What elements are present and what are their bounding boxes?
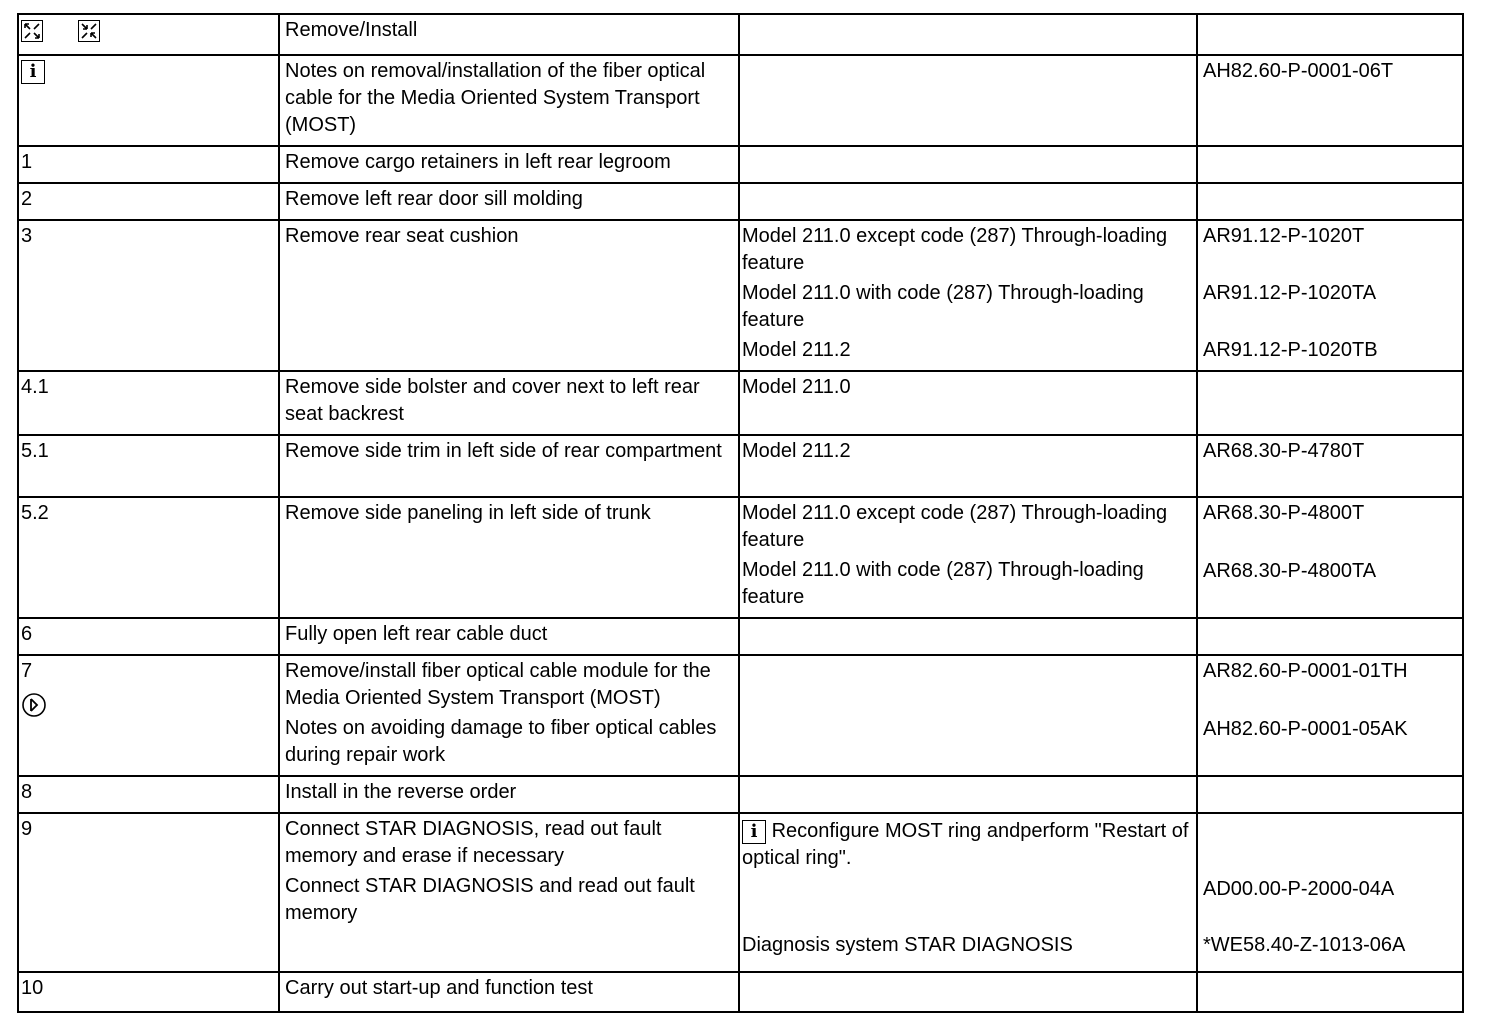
cell-text: Fully open left rear cable duct: [285, 623, 548, 645]
table-row: [18, 55, 1463, 146]
table-cell: [739, 371, 1197, 435]
table-cell: [279, 14, 739, 55]
expand-icon[interactable]: [21, 20, 43, 42]
table-cell: [739, 146, 1197, 183]
model-condition: Model 211.0 with code (287) Through-loading feature: [742, 559, 1144, 608]
step-number: 10: [18, 972, 279, 1012]
step-number: 3: [18, 220, 279, 371]
table-row: [18, 371, 1463, 435]
table-cell: [739, 183, 1197, 220]
table-cell: [18, 14, 279, 55]
cell-text: Remove/Install: [285, 19, 418, 41]
step-number: 5.2: [18, 497, 279, 618]
table-cell: [1197, 371, 1463, 435]
model-condition: Model 211.0 with code (287) Through-loading feature: [742, 282, 1144, 331]
step-number: 2: [18, 183, 279, 220]
table-cell: [739, 655, 1197, 776]
document-reference[interactable]: AR91.12-P-1020TA: [1203, 282, 1377, 304]
cell-text: Remove side paneling in left side of trunk: [285, 502, 651, 524]
document-reference[interactable]: AH82.60-P-0001-05AK: [1203, 718, 1408, 740]
cell-text: Notes on removal/installation of the fiber optical cable for the Media Oriented System Transport (MOST): [285, 60, 706, 136]
procedure-table: [17, 13, 1464, 1013]
cell-text: Install in the reverse order: [285, 781, 517, 803]
model-condition: Model 211.0 except code (287) Through-loading feature: [742, 225, 1168, 274]
table-cell: [1197, 776, 1463, 813]
table-cell: [18, 655, 279, 776]
note-icon[interactable]: [21, 692, 47, 718]
table-cell: [279, 497, 739, 618]
table-row: [18, 220, 1463, 371]
table-cell: [739, 813, 1197, 972]
document-reference[interactable]: *WE58.40-Z-1013-06A: [1203, 934, 1406, 956]
cell-text: Remove left rear door sill molding: [285, 188, 583, 210]
cell-text: Connect STAR DIAGNOSIS, read out fault memory and erase if necessary: [285, 818, 662, 867]
table-cell: [1197, 55, 1463, 146]
step-number: 9: [18, 813, 279, 972]
document-reference[interactable]: AR68.30-P-4800TA: [1203, 560, 1377, 582]
document-reference[interactable]: AR68.30-P-4780T: [1203, 440, 1365, 462]
table-cell: [1197, 972, 1463, 1012]
table-cell: [279, 220, 739, 371]
table-cell: [1197, 14, 1463, 55]
table-row: [18, 813, 1463, 972]
step-number: 7: [21, 660, 33, 682]
cell-text: Remove side trim in left side of rear compartment: [285, 440, 722, 462]
table-cell: [279, 618, 739, 655]
table-cell: [279, 55, 739, 146]
table-cell: [279, 183, 739, 220]
document-reference[interactable]: AH82.60-P-0001-06T: [1203, 60, 1394, 82]
document-reference[interactable]: AR91.12-P-1020TB: [1203, 339, 1378, 361]
info-icon[interactable]: i: [742, 820, 766, 844]
table-cell: [279, 776, 739, 813]
cell-text: Connect STAR DIAGNOSIS and read out fault memory: [285, 875, 695, 924]
table-cell: [279, 972, 739, 1012]
table-row: [18, 14, 1463, 55]
table-row: [18, 655, 1463, 776]
model-condition: Diagnosis system STAR DIAGNOSIS: [742, 934, 1073, 956]
document-reference[interactable]: AD00.00-P-2000-04A: [1203, 878, 1395, 900]
collapse-icon[interactable]: [78, 20, 100, 42]
table-cell: [18, 55, 279, 146]
document-reference[interactable]: AR82.60-P-0001-01TH: [1203, 660, 1408, 682]
model-condition: Model 211.0: [742, 376, 851, 398]
table-cell: [1197, 220, 1463, 371]
table-cell: [739, 618, 1197, 655]
step-number: 4.1: [18, 371, 279, 435]
table-cell: [279, 813, 739, 972]
note-text: Reconfigure MOST ring andperform "Restart of optical ring".: [742, 820, 1189, 869]
table-row: [18, 972, 1463, 1012]
step-number: 8: [18, 776, 279, 813]
cell-text: Notes on avoiding damage to fiber optical cables during repair work: [285, 717, 717, 766]
table-row: [18, 183, 1463, 220]
cell-text: Remove side bolster and cover next to left rear seat backrest: [285, 376, 700, 425]
info-icon[interactable]: i: [21, 60, 45, 84]
table-row: [18, 497, 1463, 618]
step-number: 5.1: [18, 435, 279, 497]
model-condition: Model 211.2: [742, 339, 851, 361]
table-cell: [1197, 435, 1463, 497]
table-row: [18, 435, 1463, 497]
table-row: [18, 618, 1463, 655]
table-row: [18, 146, 1463, 183]
table-cell: [1197, 813, 1463, 972]
table-cell: [1197, 655, 1463, 776]
table-cell: [1197, 183, 1463, 220]
table-cell: [739, 497, 1197, 618]
table-cell: [279, 655, 739, 776]
table-cell: [739, 776, 1197, 813]
table-cell: [739, 972, 1197, 1012]
table-cell: [279, 435, 739, 497]
step-number: 1: [18, 146, 279, 183]
table-row: [18, 776, 1463, 813]
table-cell: [739, 14, 1197, 55]
cell-text: Remove/install fiber optical cable module for the Media Oriented System Transport (MOST): [285, 660, 711, 709]
table-cell: [1197, 497, 1463, 618]
table-cell: [739, 220, 1197, 371]
document-reference[interactable]: AR91.12-P-1020T: [1203, 225, 1365, 247]
table-cell: [739, 55, 1197, 146]
cell-text: Carry out start-up and function test: [285, 977, 593, 999]
document-reference[interactable]: AR68.30-P-4800T: [1203, 502, 1365, 524]
table-cell: [1197, 146, 1463, 183]
cell-text: Remove rear seat cushion: [285, 225, 519, 247]
model-condition: Model 211.0 except code (287) Through-loading feature: [742, 502, 1168, 551]
step-number: 6: [18, 618, 279, 655]
table-cell: [739, 435, 1197, 497]
table-cell: [279, 146, 739, 183]
table-cell: [279, 371, 739, 435]
cell-text: Remove cargo retainers in left rear legroom: [285, 151, 671, 173]
table-cell: [1197, 618, 1463, 655]
model-condition: Model 211.2: [742, 440, 851, 462]
